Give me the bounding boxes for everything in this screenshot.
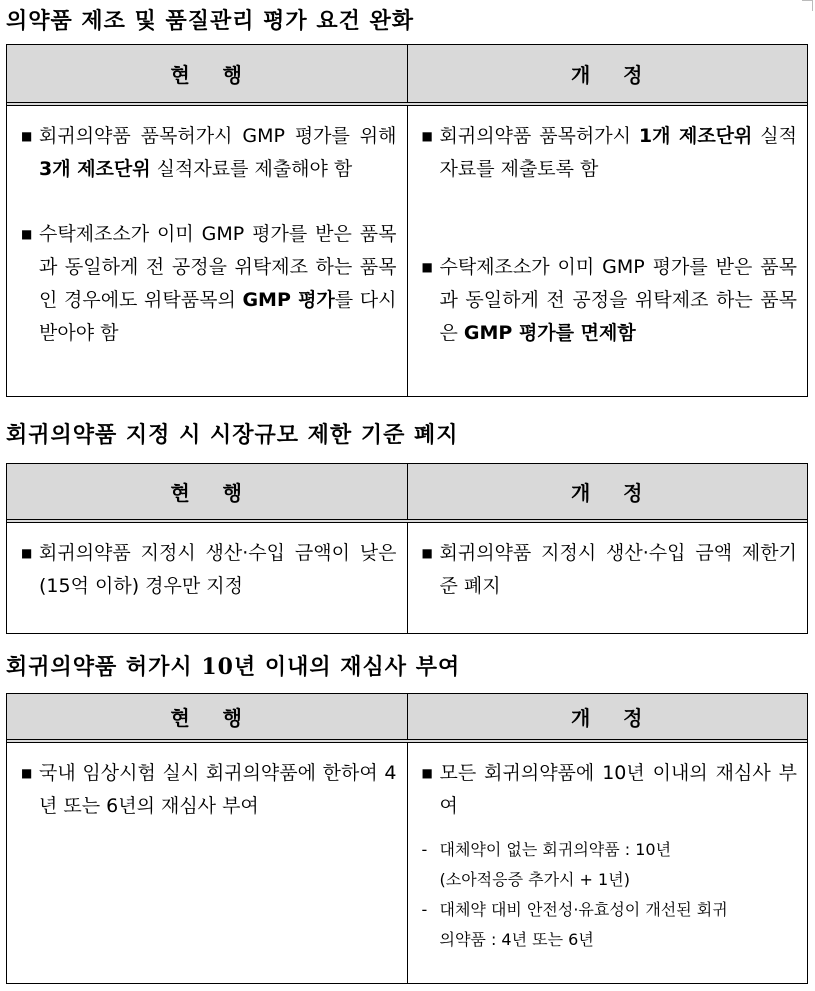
sub-item (422, 835, 798, 895)
current-column (7, 106, 407, 396)
table-header (7, 45, 807, 106)
table-body (7, 106, 807, 396)
item-emphasis: GMP 평가를 면제함 (463, 322, 636, 344)
dash-marker: - (421, 900, 428, 919)
sub-item-text: 대체약 대비 안전성·유효성이 개선된 회귀 (439, 900, 728, 919)
dash-marker: - (421, 840, 428, 859)
item-text: 모든 회귀의약품에 10년 이내의 재심사 부여 (439, 762, 797, 817)
section-title-1: 의약품 제조 및 품질관리 평가 요건 완화 (6, 8, 414, 34)
header-current: 현 행 (170, 706, 243, 730)
list-item (21, 537, 397, 603)
list-item (422, 757, 798, 823)
item-text: 회귀의약품 지정시 생산·수입 금액 제한기준 폐지 (439, 542, 797, 597)
table-body (7, 743, 807, 983)
sub-item-continuation: 의약품 : 4년 또는 6년 (439, 930, 594, 949)
bullet-icon: ■ (21, 227, 33, 241)
item-emphasis: 1개 제조단위 (638, 125, 753, 147)
item-text: 수탁제조소가 이미 GMP 평가를 받은 품목과 동일하게 전 공정을 위탁제조 하는 품목은 (439, 256, 797, 344)
bullet-icon: ■ (21, 766, 33, 780)
header-current: 현 행 (170, 481, 243, 505)
revised-column (407, 523, 808, 633)
header-revised: 개 정 (407, 694, 808, 739)
sub-item (422, 895, 798, 955)
list-item (21, 120, 397, 186)
item-text: 회귀의약품 품목허가시 (439, 125, 639, 147)
bullet-icon: ■ (21, 546, 33, 560)
item-text: 수탁제조소가 이미 GMP 평가를 받은 품목과 동일하게 전 공정을 위탁제조 하는 품목인 경우에도 위탁품목의 (39, 223, 397, 311)
comparison-table-3 (6, 693, 808, 984)
list-item (422, 120, 798, 186)
item-text: 를 다시 받아야 함 (39, 289, 397, 344)
section-title-3: 회귀의약품 허가시 10년 이내의 재심사 부여 (6, 654, 461, 680)
bullet-icon: ■ (421, 546, 433, 560)
page-corner-mark (802, 0, 813, 11)
bullet-icon: ■ (421, 260, 433, 274)
table-body (7, 523, 807, 633)
bullet-icon: ■ (421, 129, 433, 143)
current-column (7, 523, 407, 633)
revised-column (407, 743, 808, 983)
sub-list (422, 835, 798, 955)
list-item (21, 218, 397, 350)
item-text: 실적자료를 제출토록 함 (439, 125, 798, 180)
revised-column (407, 106, 808, 396)
table-header (7, 694, 807, 743)
item-emphasis: 3개 제조단위 (39, 158, 151, 180)
sub-item-continuation: (소아적응증 추가시 + 1년) (439, 870, 630, 889)
bullet-icon: ■ (421, 766, 433, 780)
item-text: 회귀의약품 지정시 생산·수입 금액이 낮은(15억 이하) 경우만 지정 (39, 542, 397, 597)
comparison-table-2 (6, 463, 808, 634)
bullet-icon: ■ (21, 129, 33, 143)
table-header (7, 464, 807, 523)
sub-item-text: 대체약이 없는 회귀의약품 : 10년 (439, 840, 672, 859)
header-revised: 개 정 (407, 464, 808, 519)
list-item (422, 251, 798, 350)
list-item (422, 537, 798, 603)
comparison-table-1 (6, 44, 808, 397)
item-text: 실적자료를 제출해야 함 (150, 158, 353, 180)
section-title-2: 회귀의약품 지정 시 시장규모 제한 기준 폐지 (6, 422, 459, 448)
item-text: 국내 임상시험 실시 회귀의약품에 한하여 4년 또는 6년의 재심사 부여 (39, 762, 397, 817)
item-text: 회귀의약품 품목허가시 GMP 평가를 위해 (39, 125, 397, 147)
item-emphasis: GMP 평가 (242, 289, 335, 311)
header-revised: 개 정 (407, 45, 808, 102)
header-current: 현 행 (170, 63, 243, 87)
current-column (7, 743, 407, 983)
list-item (21, 757, 397, 823)
